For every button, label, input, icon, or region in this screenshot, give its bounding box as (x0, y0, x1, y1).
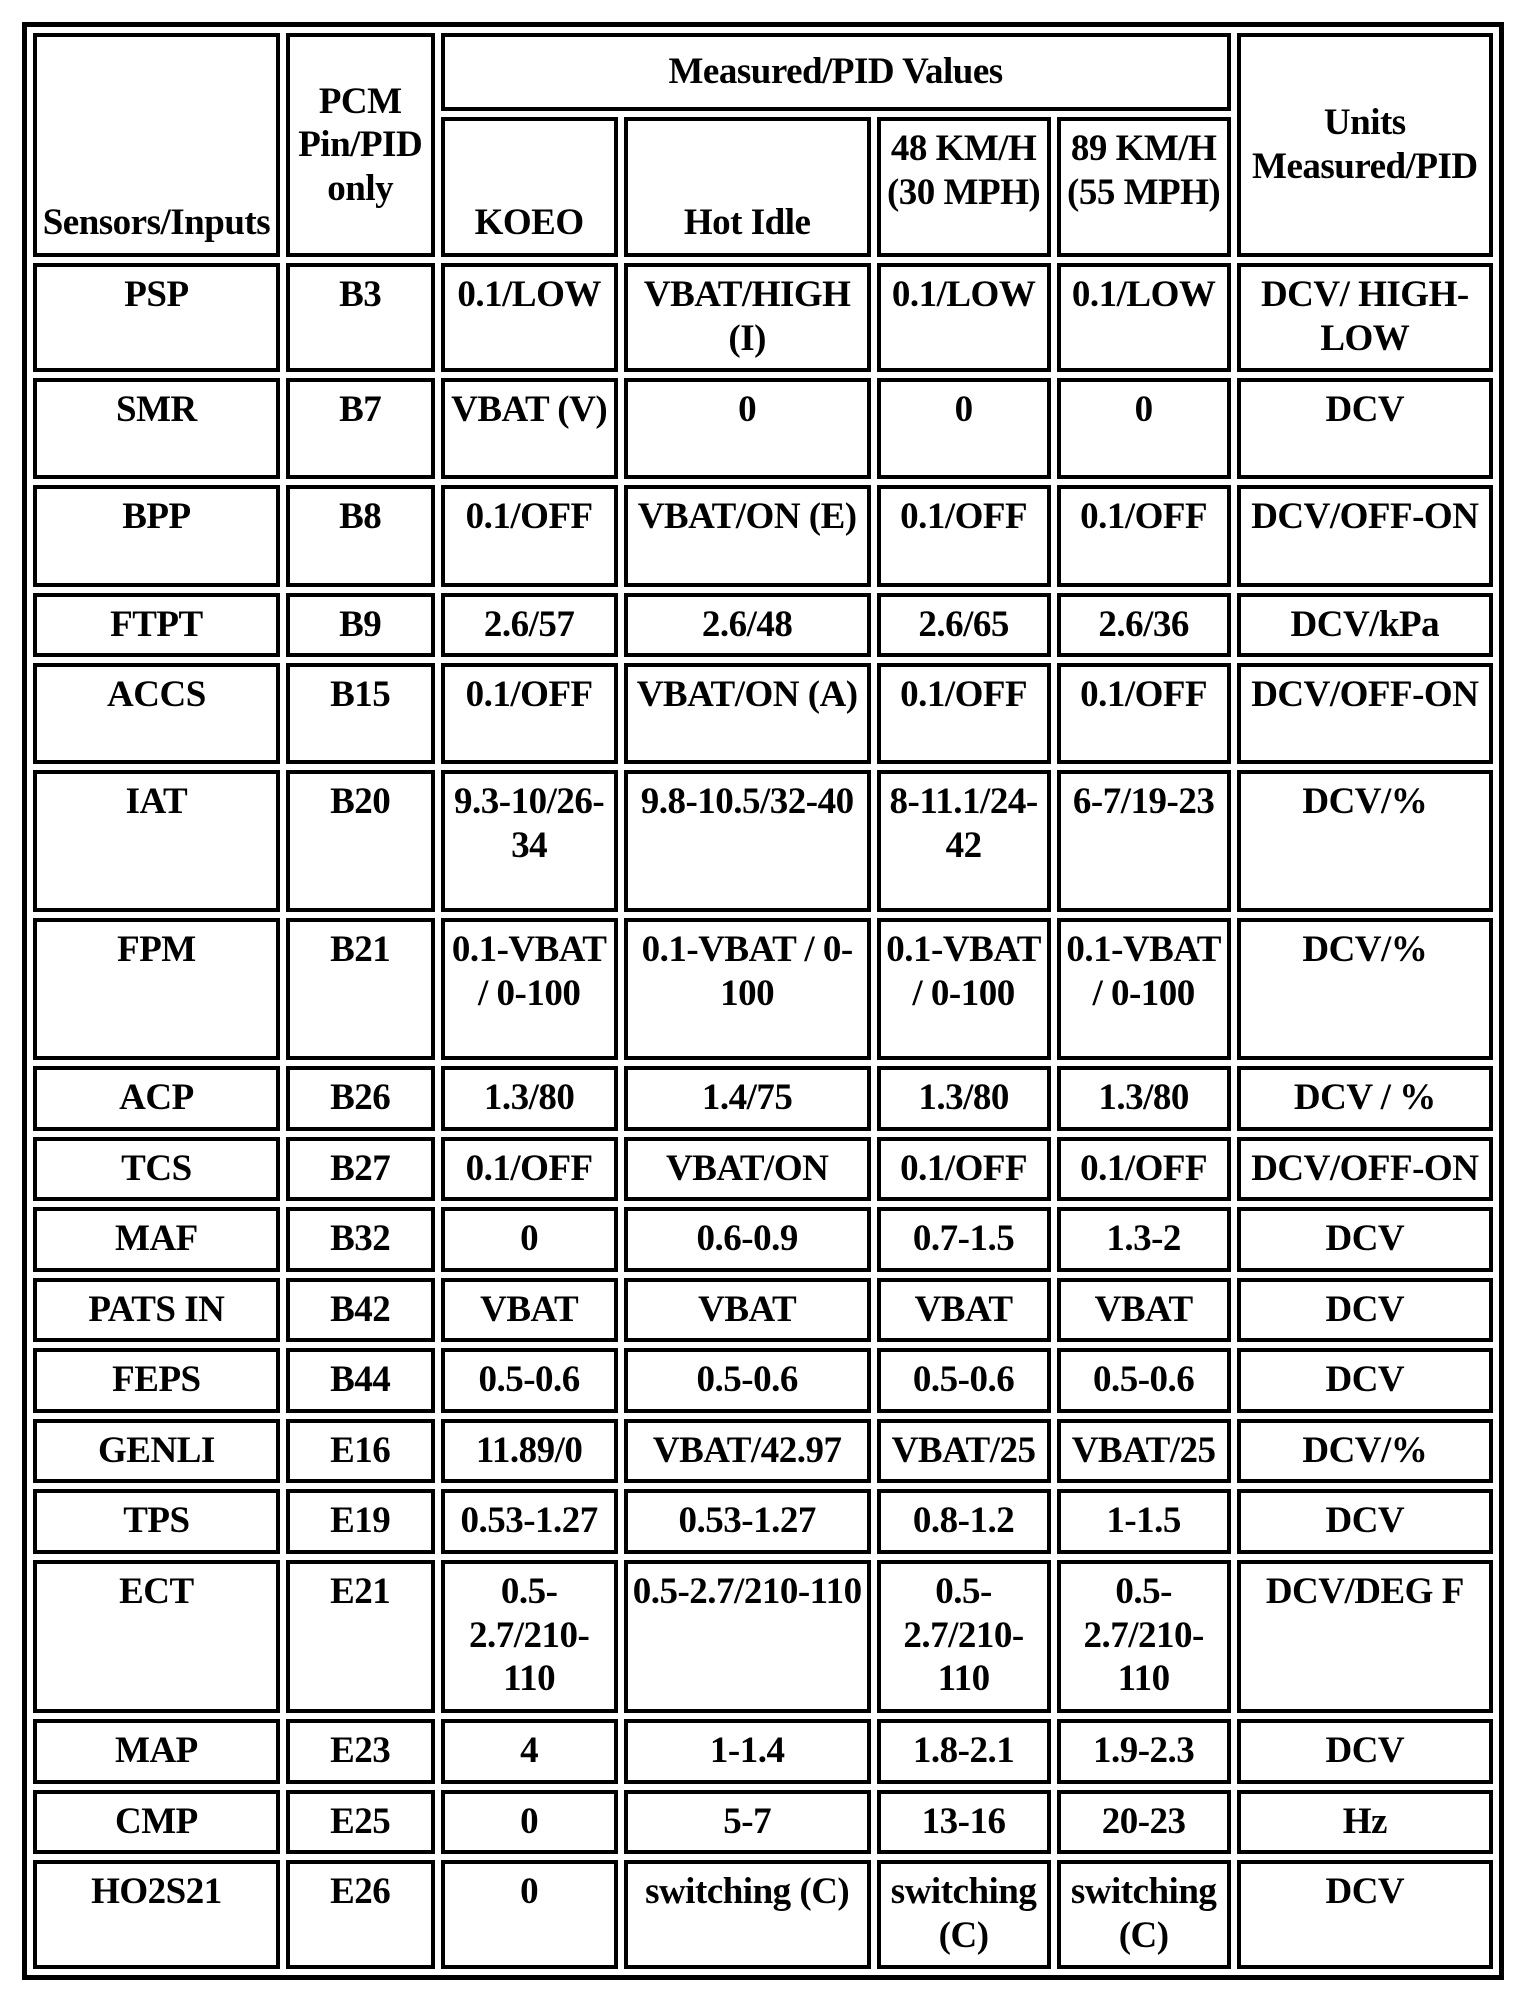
cell-48-kmh: 0.5-0.6 (877, 1348, 1051, 1413)
header-48-kmh: 48 KM/H (30 MPH) (877, 117, 1051, 257)
cell-89-kmh: 0.1/LOW (1057, 263, 1231, 372)
cell-89-kmh: 0.1-VBAT / 0-100 (1057, 918, 1231, 1060)
cell-units: DCV (1237, 378, 1493, 479)
cell-89-kmh: 1-1.5 (1057, 1489, 1231, 1554)
cell-sensor: TPS (33, 1489, 280, 1554)
table-row (33, 1419, 1493, 1484)
table-row (33, 1278, 1493, 1343)
cell-hot-idle: VBAT (624, 1278, 871, 1343)
cell-pcm-pin: B7 (286, 378, 435, 479)
cell-48-kmh: 0.7-1.5 (877, 1207, 1051, 1272)
cell-48-kmh: 0.1/OFF (877, 663, 1051, 764)
cell-48-kmh: 0.1/OFF (877, 1137, 1051, 1202)
table-row (33, 1066, 1493, 1131)
cell-hot-idle: VBAT/ON (E) (624, 485, 871, 586)
cell-units: DCV (1237, 1207, 1493, 1272)
cell-hot-idle: switching (C) (624, 1860, 871, 1969)
cell-koeo: 0.1/OFF (441, 663, 618, 764)
table-row (33, 918, 1493, 1060)
cell-units: DCV/% (1237, 918, 1493, 1060)
cell-89-kmh: 0.5-2.7/210-110 (1057, 1560, 1231, 1713)
cell-sensor: GENLI (33, 1419, 280, 1484)
table-row (33, 593, 1493, 658)
cell-units: DCV (1237, 1719, 1493, 1784)
cell-sensor: MAP (33, 1719, 280, 1784)
table-row (33, 770, 1493, 912)
cell-pcm-pin: B3 (286, 263, 435, 372)
cell-hot-idle: 1.4/75 (624, 1066, 871, 1131)
cell-koeo: 11.89/0 (441, 1419, 618, 1484)
cell-sensor: ACP (33, 1066, 280, 1131)
cell-hot-idle: 0 (624, 378, 871, 479)
cell-hot-idle: VBAT/ON (624, 1137, 871, 1202)
cell-pcm-pin: E21 (286, 1560, 435, 1713)
cell-48-kmh: 0.1-VBAT / 0-100 (877, 918, 1051, 1060)
cell-89-kmh: VBAT/25 (1057, 1419, 1231, 1484)
cell-48-kmh: switching (C) (877, 1860, 1051, 1969)
cell-48-kmh: 1.3/80 (877, 1066, 1051, 1131)
cell-hot-idle: 0.6-0.9 (624, 1207, 871, 1272)
cell-89-kmh: 1.3-2 (1057, 1207, 1231, 1272)
cell-koeo: VBAT (441, 1278, 618, 1343)
cell-koeo: 0 (441, 1207, 618, 1272)
cell-sensor: SMR (33, 378, 280, 479)
cell-koeo: 0.5-0.6 (441, 1348, 618, 1413)
cell-pcm-pin: B9 (286, 593, 435, 658)
cell-48-kmh: 0.8-1.2 (877, 1489, 1051, 1554)
cell-48-kmh: 0.1/LOW (877, 263, 1051, 372)
header-sensors-inputs: Sensors/Inputs (33, 33, 280, 257)
table-row (33, 1207, 1493, 1272)
cell-units: DCV/% (1237, 1419, 1493, 1484)
table-row (33, 378, 1493, 479)
cell-hot-idle: VBAT/ON (A) (624, 663, 871, 764)
cell-sensor: MAF (33, 1207, 280, 1272)
cell-sensor: BPP (33, 485, 280, 586)
cell-48-kmh: VBAT/25 (877, 1419, 1051, 1484)
table-body (33, 263, 1493, 1969)
cell-units: DCV/OFF-ON (1237, 1137, 1493, 1202)
cell-hot-idle: 5-7 (624, 1790, 871, 1855)
table-row (33, 1560, 1493, 1713)
cell-pcm-pin: E23 (286, 1719, 435, 1784)
header-koeo: KOEO (441, 117, 618, 257)
cell-units: DCV (1237, 1348, 1493, 1413)
cell-hot-idle: 1-1.4 (624, 1719, 871, 1784)
cell-89-kmh: 1.3/80 (1057, 1066, 1231, 1131)
cell-koeo: 2.6/57 (441, 593, 618, 658)
cell-hot-idle: 0.1-VBAT / 0-100 (624, 918, 871, 1060)
cell-units: DCV / % (1237, 1066, 1493, 1131)
cell-koeo: VBAT (V) (441, 378, 618, 479)
cell-89-kmh: 6-7/19-23 (1057, 770, 1231, 912)
cell-48-kmh: 13-16 (877, 1790, 1051, 1855)
cell-sensor: CMP (33, 1790, 280, 1855)
cell-koeo: 1.3/80 (441, 1066, 618, 1131)
cell-koeo: 0 (441, 1860, 618, 1969)
cell-pcm-pin: B21 (286, 918, 435, 1060)
cell-pcm-pin: B32 (286, 1207, 435, 1272)
cell-units: DCV/kPa (1237, 593, 1493, 658)
cell-89-kmh: 20-23 (1057, 1790, 1231, 1855)
cell-pcm-pin: E25 (286, 1790, 435, 1855)
cell-koeo: 4 (441, 1719, 618, 1784)
cell-89-kmh: switching (C) (1057, 1860, 1231, 1969)
cell-sensor: IAT (33, 770, 280, 912)
cell-units: DCV/% (1237, 770, 1493, 912)
header-89-kmh: 89 KM/H (55 MPH) (1057, 117, 1231, 257)
table-row (33, 1489, 1493, 1554)
cell-hot-idle: VBAT/42.97 (624, 1419, 871, 1484)
cell-sensor: FTPT (33, 593, 280, 658)
table-row (33, 1790, 1493, 1855)
cell-48-kmh: 2.6/65 (877, 593, 1051, 658)
cell-48-kmh: 1.8-2.1 (877, 1719, 1051, 1784)
cell-pcm-pin: E26 (286, 1860, 435, 1969)
cell-hot-idle: VBAT/HIGH (I) (624, 263, 871, 372)
cell-koeo: 0.1/LOW (441, 263, 618, 372)
cell-pcm-pin: B20 (286, 770, 435, 912)
cell-units: DCV/ HIGH-LOW (1237, 263, 1493, 372)
cell-pcm-pin: B44 (286, 1348, 435, 1413)
cell-sensor: PATS IN (33, 1278, 280, 1343)
cell-89-kmh: 0.1/OFF (1057, 1137, 1231, 1202)
cell-89-kmh: VBAT (1057, 1278, 1231, 1343)
cell-sensor: PSP (33, 263, 280, 372)
cell-hot-idle: 2.6/48 (624, 593, 871, 658)
table-row (33, 663, 1493, 764)
cell-pcm-pin: B42 (286, 1278, 435, 1343)
cell-units: DCV/OFF-ON (1237, 485, 1493, 586)
table-row (33, 1719, 1493, 1784)
cell-units: DCV/OFF-ON (1237, 663, 1493, 764)
cell-48-kmh: 0 (877, 378, 1051, 479)
cell-48-kmh: 8-11.1/24-42 (877, 770, 1051, 912)
cell-hot-idle: 9.8-10.5/32-40 (624, 770, 871, 912)
cell-48-kmh: 0.1/OFF (877, 485, 1051, 586)
cell-sensor: FEPS (33, 1348, 280, 1413)
cell-units: DCV (1237, 1860, 1493, 1969)
cell-89-kmh: 0.1/OFF (1057, 485, 1231, 586)
cell-units: Hz (1237, 1790, 1493, 1855)
cell-sensor: TCS (33, 1137, 280, 1202)
cell-pcm-pin: E16 (286, 1419, 435, 1484)
cell-hot-idle: 0.5-0.6 (624, 1348, 871, 1413)
header-pcm-pin-pid: PCM Pin/PID only (286, 33, 435, 257)
cell-pcm-pin: B8 (286, 485, 435, 586)
table-row (33, 1348, 1493, 1413)
cell-pcm-pin: B15 (286, 663, 435, 764)
cell-89-kmh: 2.6/36 (1057, 593, 1231, 658)
cell-89-kmh: 1.9-2.3 (1057, 1719, 1231, 1784)
cell-koeo: 0.53-1.27 (441, 1489, 618, 1554)
cell-89-kmh: 0.1/OFF (1057, 663, 1231, 764)
cell-pcm-pin: B26 (286, 1066, 435, 1131)
header-units-measured: Units Measured/PID (1237, 33, 1493, 257)
cell-89-kmh: 0.5-0.6 (1057, 1348, 1231, 1413)
header-hot-idle: Hot Idle (624, 117, 871, 257)
cell-koeo: 0 (441, 1790, 618, 1855)
cell-pcm-pin: E19 (286, 1489, 435, 1554)
cell-hot-idle: 0.53-1.27 (624, 1489, 871, 1554)
cell-sensor: FPM (33, 918, 280, 1060)
cell-koeo: 9.3-10/26-34 (441, 770, 618, 912)
cell-sensor: ECT (33, 1560, 280, 1713)
table-row (33, 263, 1493, 372)
cell-48-kmh: 0.5-2.7/210-110 (877, 1560, 1051, 1713)
cell-89-kmh: 0 (1057, 378, 1231, 479)
cell-sensor: HO2S21 (33, 1860, 280, 1969)
header-measured-pid-values: Measured/PID Values (441, 33, 1231, 111)
table-row (33, 485, 1493, 586)
cell-units: DCV (1237, 1489, 1493, 1554)
table-row (33, 1137, 1493, 1202)
cell-units: DCV (1237, 1278, 1493, 1343)
cell-koeo: 0.1/OFF (441, 1137, 618, 1202)
cell-koeo: 0.1/OFF (441, 485, 618, 586)
cell-koeo: 0.1-VBAT / 0-100 (441, 918, 618, 1060)
cell-hot-idle: 0.5-2.7/210-110 (624, 1560, 871, 1713)
cell-koeo: 0.5-2.7/210-110 (441, 1560, 618, 1713)
pid-values-table (22, 22, 1504, 1980)
cell-sensor: ACCS (33, 663, 280, 764)
cell-pcm-pin: B27 (286, 1137, 435, 1202)
cell-48-kmh: VBAT (877, 1278, 1051, 1343)
cell-units: DCV/DEG F (1237, 1560, 1493, 1713)
table-row (33, 1860, 1493, 1969)
